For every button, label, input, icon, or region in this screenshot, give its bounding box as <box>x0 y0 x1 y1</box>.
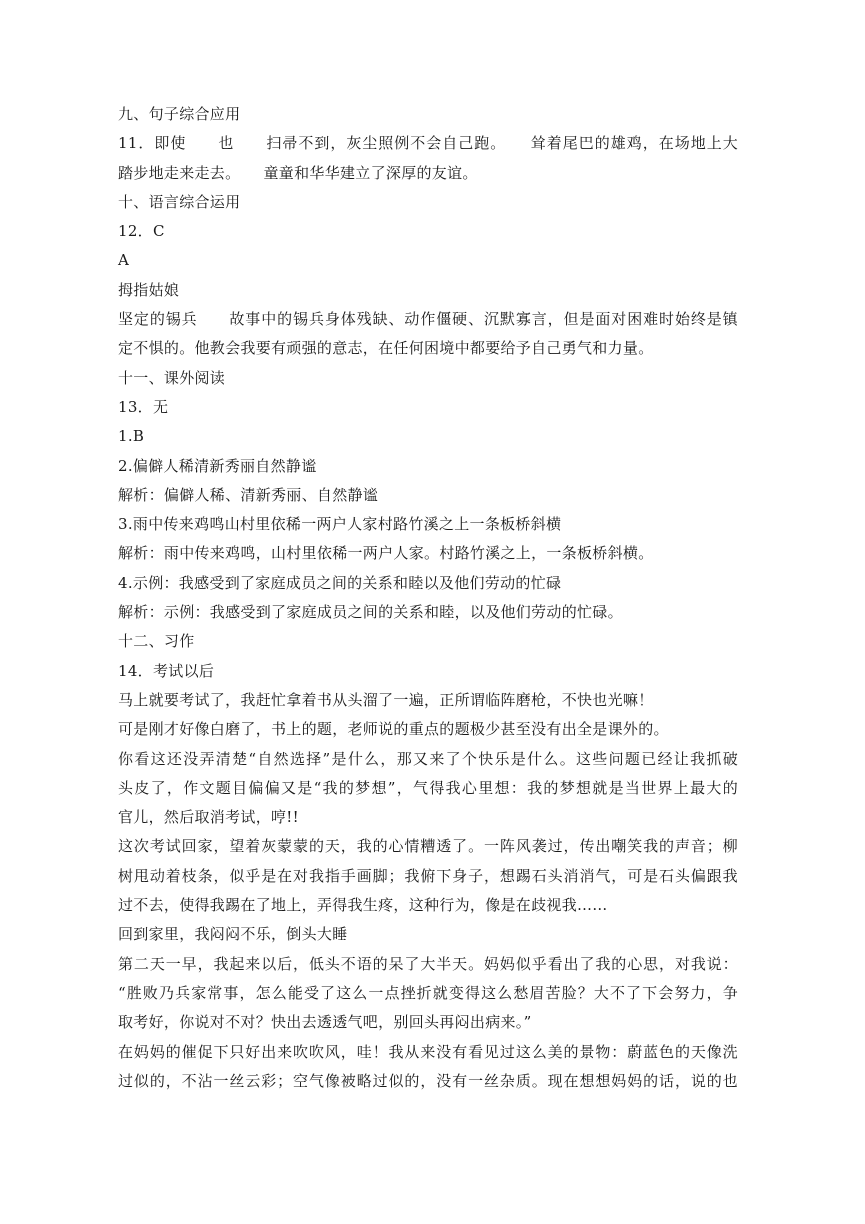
answer-line: 3.雨中传来鸡鸣山村里依稀一两户人家村路竹溪之上一条板桥斜横 <box>118 515 562 534</box>
answer-line: 1.B <box>118 427 145 446</box>
analysis-line: 解析：偏僻人稀、清新秀丽、自然静谧 <box>118 485 379 504</box>
essay-paragraph: 官儿，然后取消考试，哼!! <box>118 808 299 827</box>
essay-paragraph: “胜败乃兵家常事，怎么能受了这么一点挫折就变得这么愁眉苦脸？大不了下会努力，争 <box>118 983 738 1002</box>
section-heading: 十、语言综合运用 <box>118 192 241 211</box>
essay-paragraph: 第二天一早，我起来以后，低头不语的呆了大半天。妈妈似乎看出了我的心思，对我说： <box>118 954 738 973</box>
essay-paragraph: 回到家里，我闷闷不乐，倒头大睡 <box>118 925 348 944</box>
essay-paragraph: 马上就要考试了，我赶忙拿着书从头溜了一遍，正所谓临阵磨枪，不快也光嘛！ <box>118 690 654 709</box>
section-heading: 九、句子综合应用 <box>118 105 241 123</box>
answer-line: 11．即使 也 扫帚不到，灰尘照例不会自己跑。 耸着尾巴的雄鸡，在场地上大 <box>118 134 738 153</box>
analysis-line: 解析：示例：我感受到了家庭成员之间的关系和睦，以及他们劳动的忙碌。 <box>118 603 623 622</box>
analysis-line: 解析：雨中传来鸡鸣，山村里依稀一两户人家。村路竹溪之上，一条板桥斜横。 <box>118 544 654 563</box>
essay-paragraph: 过似的，不沾一丝云彩；空气像被略过似的，没有一丝杂质。现在想想妈妈的话，说的也 <box>118 1071 738 1090</box>
question-number: 12．C <box>118 222 165 241</box>
essay-paragraph: 头皮了，作文题目偏偏又是“我的梦想”，气得我心里想：我的梦想就是当世界上最大的 <box>118 778 738 797</box>
essay-paragraph: 取考好，你说对不对？快出去透透气吧，别回头再闷出病来。” <box>118 1013 532 1032</box>
essay-paragraph: 你看这还没弄清楚“自然选择”是什么，那又来了个快乐是什么。这些问题已经让我抓破 <box>118 749 738 768</box>
document-page <box>118 100 738 1096</box>
essay-title: 14．考试以后 <box>118 661 215 680</box>
section-heading: 十二、习作 <box>118 632 195 651</box>
essay-paragraph: 在妈妈的催促下只好出来吹吹风，哇！我从来没有看见过这么美的景物：蔚蓝色的天像洗 <box>118 1042 738 1061</box>
essay-paragraph: 过不去，使得我踢在了地上，弄得我生疼，这种行为，像是在歧视我…… <box>118 896 608 915</box>
answer-line: 定不惧的。他教会我要有顽强的意志，在任何困境中都要给予自己勇气和力量。 <box>118 339 654 358</box>
answer-line: 坚定的锡兵 故事中的锡兵身体残缺、动作僵硬、沉默寡言，但是面对困难时始终是镇 <box>118 310 738 329</box>
answer-line: A <box>118 251 130 270</box>
essay-paragraph: 树甩动着枝条，似乎是在对我指手画脚；我俯下身子，想踢石头消消气，可是石头偏跟我 <box>118 866 738 885</box>
answer-line: 拇指姑娘 <box>118 280 180 299</box>
answer-line: 2.偏僻人稀清新秀丽自然静谧 <box>118 456 317 475</box>
answer-line: 4.示例：我感受到了家庭成员之间的关系和睦以及他们劳动的忙碌 <box>118 573 562 592</box>
section-heading: 十一、课外阅读 <box>118 368 226 387</box>
essay-paragraph: 这次考试回家，望着灰蒙蒙的天，我的心情糟透了。一阵风袭过，传出嘲笑我的声音；柳 <box>118 837 738 856</box>
question-number: 13．无 <box>118 397 169 416</box>
essay-paragraph: 可是刚才好像白磨了，书上的题，老师说的重点的题极少甚至没有出全是课外的。 <box>118 720 669 739</box>
answer-line: 踏步地走来走去。 童童和华华建立了深厚的友谊。 <box>118 163 478 182</box>
